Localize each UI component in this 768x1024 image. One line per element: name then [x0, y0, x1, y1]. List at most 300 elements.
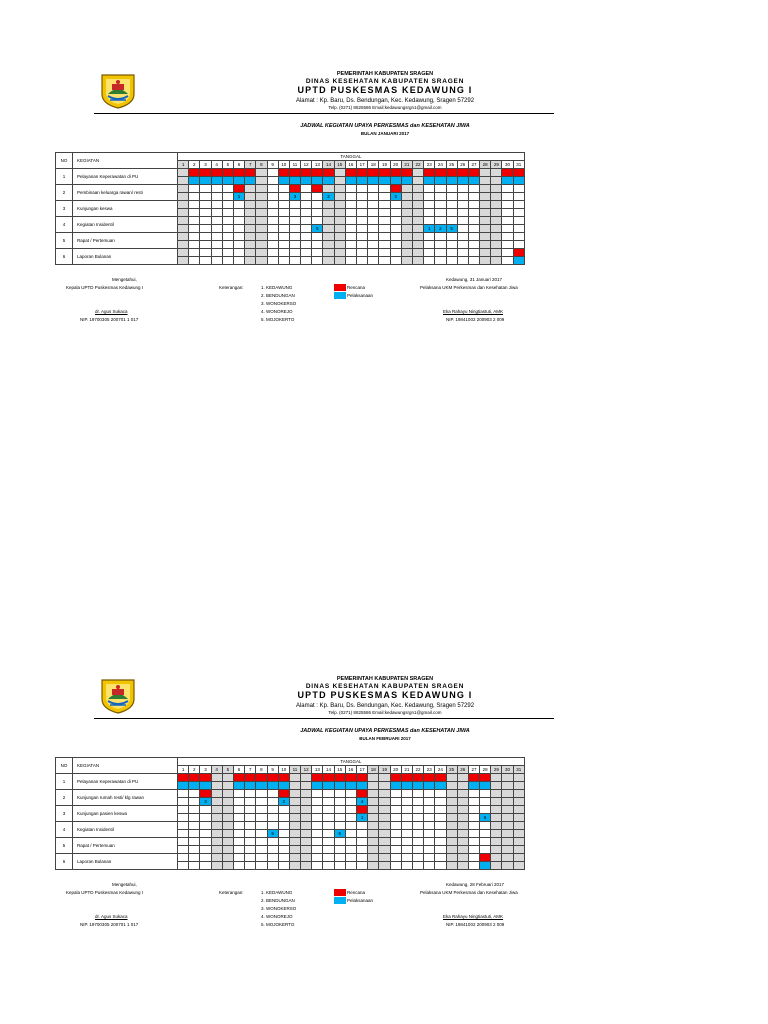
day-number: 2: [189, 161, 200, 169]
plan-cell: [446, 201, 457, 209]
implementation-cell: [379, 241, 390, 249]
plan-cell: [412, 185, 423, 193]
table-row: [56, 838, 525, 846]
day-number: 14: [323, 766, 334, 774]
implementation-cell: [334, 846, 345, 854]
plan-cell: [390, 806, 401, 814]
plan-cell: [368, 249, 379, 257]
implementation-cell: [178, 846, 189, 854]
implementation-cell: [480, 798, 491, 806]
implementation-cell: [233, 846, 244, 854]
plan-cell: [390, 249, 401, 257]
implementation-cell: [368, 830, 379, 838]
plan-cell: [401, 854, 412, 862]
plan-cell: [312, 838, 323, 846]
implementation-cell: [502, 257, 513, 265]
implementation-cell: [312, 782, 323, 790]
implementation-cell: [446, 782, 457, 790]
implementation-cell: [267, 209, 278, 217]
implementation-cell: [256, 846, 267, 854]
pelaksana-title: Pelaksana UKM Perkesmas dan Kesehatan Jiwa: [420, 890, 518, 895]
plan-cell: [200, 806, 211, 814]
implementation-cell: [457, 241, 468, 249]
implementation-cell: [178, 814, 189, 822]
plan-cell: [412, 806, 423, 814]
implementation-cell: [491, 193, 502, 201]
implementation-cell: [357, 241, 368, 249]
plan-cell: [379, 854, 390, 862]
activity-no: 5: [56, 838, 73, 854]
plan-cell: [233, 790, 244, 798]
implementation-cell: [457, 257, 468, 265]
implementation-cell: [312, 177, 323, 185]
implementation-cell: 3: [289, 193, 300, 201]
implementation-cell: [301, 782, 312, 790]
implementation-cell: [323, 241, 334, 249]
implementation-cell: [278, 241, 289, 249]
plan-cell: [200, 201, 211, 209]
plan-cell: [357, 233, 368, 241]
plan-cell: [480, 249, 491, 257]
implementation-cell: [513, 241, 524, 249]
implementation-cell: [401, 830, 412, 838]
implementation-cell: [233, 814, 244, 822]
implementation-cell: [323, 846, 334, 854]
table-row: [56, 249, 525, 257]
implementation-cell: [412, 846, 423, 854]
plan-cell: [323, 233, 334, 241]
plan-cell: [379, 249, 390, 257]
schedule-title: JADWAL KEGIATAN UPAYA PERKESMAS dan KESEHATAN JIWA: [300, 728, 470, 734]
plan-cell: [334, 806, 345, 814]
plan-cell: [357, 774, 368, 782]
plan-cell: [267, 201, 278, 209]
implementation-cell: [301, 846, 312, 854]
implementation-cell: [323, 798, 334, 806]
plan-cell: [278, 774, 289, 782]
plan-cell: [491, 822, 502, 830]
implementation-cell: [189, 830, 200, 838]
implementation-cell: [390, 862, 401, 870]
plan-cell: [178, 854, 189, 862]
activity-no: 3: [56, 806, 73, 822]
implementation-cell: [345, 846, 356, 854]
implementation-cell: [401, 177, 412, 185]
day-number: 29: [491, 161, 502, 169]
implementation-cell: [178, 782, 189, 790]
implementation-cell: [334, 257, 345, 265]
implementation-cell: [267, 782, 278, 790]
implementation-cell: [424, 209, 435, 217]
implementation-cell: [189, 225, 200, 233]
implementation-cell: [200, 862, 211, 870]
implementation-cell: [178, 241, 189, 249]
day-number: 17: [357, 766, 368, 774]
implementation-cell: [446, 830, 457, 838]
plan-cell: [379, 806, 390, 814]
implementation-cell: [245, 257, 256, 265]
plan-cell: [480, 854, 491, 862]
plan-cell: [412, 201, 423, 209]
plan-cell: [233, 249, 244, 257]
implementation-cell: [379, 798, 390, 806]
implementation-cell: [256, 862, 267, 870]
implementation-cell: [457, 225, 468, 233]
village-4: 4. WONOREJO: [261, 914, 293, 919]
implementation-cell: 3: [200, 798, 211, 806]
day-number: 5: [222, 766, 233, 774]
plan-cell: [457, 790, 468, 798]
implementation-cell: 5: [446, 225, 457, 233]
implementation-cell: [390, 257, 401, 265]
implementation-cell: [491, 830, 502, 838]
implementation-cell: [334, 814, 345, 822]
day-number: 19: [379, 766, 390, 774]
implementation-cell: [323, 782, 334, 790]
plan-cell: [424, 169, 435, 177]
implementation-cell: [379, 209, 390, 217]
implementation-cell: [390, 846, 401, 854]
implementation-cell: [368, 241, 379, 249]
implementation-cell: [424, 177, 435, 185]
plan-cell: [256, 169, 267, 177]
plan-cell: [233, 217, 244, 225]
plan-cell: [178, 201, 189, 209]
implementation-cell: [211, 814, 222, 822]
implementation-cell: [245, 862, 256, 870]
implementation-cell: [480, 193, 491, 201]
implementation-cell: [289, 846, 300, 854]
plan-cell: [480, 169, 491, 177]
day-number: 16: [345, 161, 356, 169]
implementation-cell: [278, 225, 289, 233]
table-row: [56, 774, 525, 782]
plan-cell: [401, 838, 412, 846]
plan-cell: [502, 774, 513, 782]
implementation-cell: [357, 193, 368, 201]
plan-cell: [345, 838, 356, 846]
implementation-cell: [289, 225, 300, 233]
implementation-cell: [368, 225, 379, 233]
plan-cell: [480, 201, 491, 209]
plan-cell: [267, 169, 278, 177]
plan-cell: [379, 217, 390, 225]
plan-cell: [357, 185, 368, 193]
plan-cell: [267, 838, 278, 846]
implementation-cell: [357, 257, 368, 265]
implementation-cell: [513, 862, 524, 870]
plan-cell: [345, 774, 356, 782]
plan-cell: [233, 774, 244, 782]
day-number: 1: [178, 161, 189, 169]
day-number: 6: [233, 766, 244, 774]
implementation-cell: [233, 225, 244, 233]
day-number: 26: [457, 766, 468, 774]
plan-cell: [222, 201, 233, 209]
implementation-cell: [211, 846, 222, 854]
plan-cell: [357, 249, 368, 257]
plan-cell: [424, 185, 435, 193]
implementation-cell: [345, 862, 356, 870]
plan-cell: [278, 185, 289, 193]
implementation-cell: [312, 209, 323, 217]
implementation-cell: [267, 225, 278, 233]
implementation-cell: [312, 846, 323, 854]
plan-cell: [468, 201, 479, 209]
implementation-cell: [189, 193, 200, 201]
implementation-cell: [446, 814, 457, 822]
implementation-cell: [435, 241, 446, 249]
plan-cell: [289, 185, 300, 193]
implementation-cell: [446, 193, 457, 201]
plan-cell: [256, 249, 267, 257]
plan-cell: [345, 854, 356, 862]
implementation-cell: [412, 177, 423, 185]
village-3: 3. WONOKERSO: [261, 906, 297, 911]
plan-cell: [323, 790, 334, 798]
plan-cell: [245, 249, 256, 257]
plan-cell: [222, 217, 233, 225]
plan-cell: [480, 838, 491, 846]
plan-cell: [491, 774, 502, 782]
plan-cell: [256, 790, 267, 798]
plan-cell: [457, 233, 468, 241]
implementation-cell: [289, 257, 300, 265]
implementation-cell: [345, 798, 356, 806]
plan-cell: [513, 185, 524, 193]
implementation-cell: [502, 846, 513, 854]
implementation-cell: [368, 177, 379, 185]
implementation-cell: [222, 225, 233, 233]
table-row: [56, 233, 525, 241]
implementation-cell: [312, 193, 323, 201]
plan-cell: [256, 201, 267, 209]
implementation-cell: [200, 814, 211, 822]
date-line: Kedawung, 31 Januari 2017: [446, 277, 503, 282]
implementation-cell: [480, 241, 491, 249]
implementation-cell: [189, 862, 200, 870]
implementation-cell: [446, 798, 457, 806]
plan-cell: [222, 185, 233, 193]
implementation-cell: [502, 177, 513, 185]
village-1: 1. KEDAWUNG: [261, 890, 293, 895]
implementation-cell: [401, 209, 412, 217]
plan-cell: [435, 838, 446, 846]
implementation-cell: [323, 177, 334, 185]
plan-cell: [390, 774, 401, 782]
plan-cell: [245, 201, 256, 209]
plan-cell: [267, 233, 278, 241]
plan-cell: [211, 806, 222, 814]
plan-cell: [401, 790, 412, 798]
plan-cell: [189, 233, 200, 241]
day-number: 14: [323, 161, 334, 169]
plan-cell: [446, 822, 457, 830]
schedule-title: JADWAL KEGIATAN UPAYA PERKESMAS dan KESEHATAN JIWA: [300, 123, 470, 129]
plan-cell: [312, 854, 323, 862]
implementation-cell: [379, 782, 390, 790]
plan-cell: [480, 822, 491, 830]
plan-cell: [480, 217, 491, 225]
implementation-cell: [256, 798, 267, 806]
plan-cell: [390, 838, 401, 846]
plan-cell: [323, 249, 334, 257]
implementation-cell: [435, 193, 446, 201]
schedule-table: [55, 757, 525, 870]
plan-cell: [245, 838, 256, 846]
implementation-cell: 5: [312, 225, 323, 233]
plan-cell: [289, 790, 300, 798]
implementation-cell: [435, 830, 446, 838]
plan-cell: [334, 233, 345, 241]
implementation-cell: [513, 257, 524, 265]
plan-cell: [468, 854, 479, 862]
plan-cell: [435, 233, 446, 241]
implementation-cell: [424, 782, 435, 790]
implementation-cell: [345, 241, 356, 249]
implementation-cell: [301, 862, 312, 870]
day-number: 11: [289, 766, 300, 774]
plan-cell: [222, 233, 233, 241]
plan-cell: [189, 201, 200, 209]
plan-cell: [222, 822, 233, 830]
day-number: 12: [301, 766, 312, 774]
implementation-cell: [200, 209, 211, 217]
plan-cell: [424, 854, 435, 862]
implementation-cell: [200, 241, 211, 249]
implementation-cell: [245, 846, 256, 854]
plan-cell: [178, 774, 189, 782]
day-number: 31: [513, 161, 524, 169]
plan-cell: [424, 838, 435, 846]
implementation-cell: [502, 830, 513, 838]
plan-cell: [390, 822, 401, 830]
table-row: [56, 217, 525, 225]
implementation-cell: [334, 225, 345, 233]
plan-cell: [435, 854, 446, 862]
plan-cell: [435, 169, 446, 177]
implementation-cell: [390, 830, 401, 838]
implementation-cell: [457, 782, 468, 790]
legend-rencana-label: Rencana: [347, 285, 366, 290]
implementation-cell: [390, 798, 401, 806]
implementation-cell: [357, 862, 368, 870]
implementation-cell: 3: [390, 193, 401, 201]
plan-cell: [189, 249, 200, 257]
implementation-cell: [256, 193, 267, 201]
plan-cell: [200, 233, 211, 241]
implementation-cell: [379, 830, 390, 838]
implementation-cell: [245, 177, 256, 185]
implementation-cell: [468, 798, 479, 806]
implementation-cell: [401, 257, 412, 265]
plan-cell: [435, 774, 446, 782]
implementation-cell: [368, 193, 379, 201]
implementation-cell: [267, 862, 278, 870]
plan-cell: [457, 806, 468, 814]
keterangan-label: Keterangan:: [219, 285, 244, 290]
day-number: 28: [480, 766, 491, 774]
implementation-cell: [189, 814, 200, 822]
implementation-cell: [390, 177, 401, 185]
plan-cell: [211, 790, 222, 798]
implementation-cell: [379, 177, 390, 185]
plan-cell: [245, 217, 256, 225]
implementation-cell: [513, 814, 524, 822]
implementation-cell: [357, 225, 368, 233]
implementation-cell: [468, 862, 479, 870]
implementation-cell: [256, 830, 267, 838]
plan-cell: [435, 790, 446, 798]
implementation-cell: [491, 798, 502, 806]
plan-cell: [379, 233, 390, 241]
implementation-cell: [211, 241, 222, 249]
plan-cell: [357, 217, 368, 225]
plan-cell: [368, 217, 379, 225]
implementation-cell: [222, 177, 233, 185]
plan-cell: [412, 854, 423, 862]
implementation-cell: [323, 257, 334, 265]
activity-name: Kegiatan Insidentil: [73, 822, 178, 838]
implementation-cell: [323, 830, 334, 838]
implementation-cell: [491, 782, 502, 790]
plan-cell: [368, 790, 379, 798]
col-header-no: NO: [56, 758, 73, 774]
implementation-cell: [390, 814, 401, 822]
day-number: 8: [256, 161, 267, 169]
plan-cell: [424, 201, 435, 209]
implementation-cell: [435, 782, 446, 790]
plan-cell: [368, 185, 379, 193]
plan-cell: [200, 790, 211, 798]
plan-cell: [345, 201, 356, 209]
plan-cell: [491, 233, 502, 241]
implementation-cell: [334, 798, 345, 806]
village-4: 4. WONOREJO: [261, 309, 293, 314]
implementation-cell: [312, 798, 323, 806]
plan-cell: [513, 790, 524, 798]
day-number: 22: [412, 161, 423, 169]
plan-cell: [312, 201, 323, 209]
letterhead-line3: UPTD PUSKESMAS KEDAWUNG I: [297, 690, 473, 700]
legend-pelaksanaan-swatch: [334, 897, 346, 904]
implementation-cell: [178, 257, 189, 265]
implementation-cell: [245, 782, 256, 790]
implementation-cell: [502, 862, 513, 870]
day-number: 23: [424, 766, 435, 774]
implementation-cell: [480, 177, 491, 185]
implementation-cell: [301, 814, 312, 822]
implementation-cell: [457, 209, 468, 217]
plan-cell: [178, 217, 189, 225]
day-number: 18: [368, 766, 379, 774]
plan-cell: [278, 822, 289, 830]
implementation-cell: [233, 209, 244, 217]
plan-cell: [379, 185, 390, 193]
plan-cell: [357, 201, 368, 209]
plan-cell: [446, 854, 457, 862]
implementation-cell: [233, 257, 244, 265]
plan-cell: [178, 822, 189, 830]
day-number: 13: [312, 161, 323, 169]
kepala-nip: NIP. 19700305 200701 1 017: [80, 922, 139, 927]
implementation-cell: [222, 257, 233, 265]
plan-cell: [189, 822, 200, 830]
implementation-cell: [379, 225, 390, 233]
implementation-cell: [435, 257, 446, 265]
plan-cell: [211, 774, 222, 782]
plan-cell: [390, 790, 401, 798]
